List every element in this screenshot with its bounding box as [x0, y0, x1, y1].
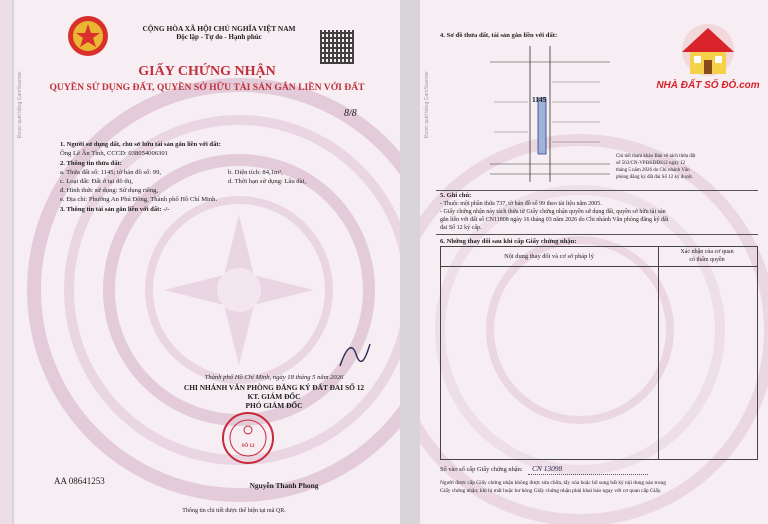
- signature-mark: [336, 340, 376, 370]
- registry-number-label: Số vào sổ cấp Giấy chứng nhận:: [440, 466, 523, 473]
- left-certificate-page: [14, 0, 400, 524]
- note-2-line2: gắn liền với đất số CN11808 ngày 16 tháng 03 năm 2026 do Chi nhánh Văn phòng đăng ký đất: [440, 217, 669, 223]
- note-1: - Thuộc một phần thửa 737, tờ bản đồ số 99 theo tài liệu năm 2005.: [440, 201, 602, 207]
- signer-name: Nguyễn Thanh Phong: [249, 481, 319, 490]
- note-2-line3: đai Số 12 ký cấp.: [440, 225, 482, 231]
- table-header-changes: Nội dung thay đổi và cơ sở pháp lý: [504, 253, 594, 260]
- brand-name: NHÀ ĐẤT SỐ ĐỎ.com: [656, 80, 760, 91]
- house-logo-icon: [652, 20, 764, 78]
- certificate-title: GIẤY CHỨNG NHẬN: [138, 64, 276, 79]
- section2-heading: 2. Thông tin thửa đất:: [60, 160, 122, 167]
- issuing-office: CHI NHÁNH VĂN PHÒNG ĐĂNG KÝ ĐẤT ĐAI SỐ 12: [183, 383, 365, 392]
- usage-form: đ. Hình thức sử dụng: Sử dụng riêng,: [60, 187, 159, 194]
- header-line2: Độc lập - Tự do - Hạnh phúc: [176, 33, 262, 41]
- table-header-confirmation-line1: Xác nhận của cơ quan: [680, 249, 734, 255]
- map-note-line3: tháng 5 năm 2026 do Chi nhánh Văn: [616, 168, 690, 173]
- qr-footer-note: Thông tin chi tiết được thể hiện tại mã QR.: [182, 508, 286, 514]
- map-note-line2: số 563/CN-VPĐKĐĐS12 ngày 12: [616, 161, 686, 166]
- handwritten-note: 8/8: [344, 108, 357, 119]
- plot-number: a. Thửa đất số: 1145; tờ bản đồ số: 99,: [60, 169, 162, 176]
- section1-heading: 1. Người sử dụng đất, chủ sở hữu tài sản gắn liền với đất:: [60, 141, 221, 148]
- usage-term: d. Thời hạn sử dụng: Lâu dài,: [228, 178, 306, 185]
- land-type: c. Loại đất: Đất ở tại đô thị,: [60, 178, 133, 185]
- issue-date: Thành phố Hồ Chí Minh, ngày 18 tháng 5 năm 2026: [204, 374, 344, 381]
- footnote-line1: Người được cấp Giấy chứng nhận không được sửa chữa, tẩy xóa hoặc bổ sung bất kỳ nội dung nào trong: [440, 480, 666, 486]
- certificate-subtitle: QUYỀN SỬ DỤNG ĐẤT, QUYỀN SỞ HỮU TÀI SẢN GẮN LIỀN VỚI ĐẤT: [49, 82, 365, 93]
- scanner-side-text: Được quét bằng CamScanner: [17, 71, 23, 138]
- plot-sketch-map: [490, 42, 620, 192]
- table-column-divider: [658, 246, 659, 460]
- registry-dotted-line: [528, 474, 648, 475]
- plot-address: e. Địa chỉ: Phường An Phú Đông, Thành phố Hồ Chí Minh.: [60, 196, 218, 203]
- brand-watermark: [652, 20, 764, 98]
- plot-area: b. Diện tích: 84,1m²,: [228, 169, 283, 176]
- footnote-line2: Giấy chứng nhận; khi bị mất hoặc hư hỏng Giấy chứng nhận phải khai báo ngay với cơ quan cấp Giấy.: [440, 488, 662, 494]
- table-header-confirmation-line2: có thẩm quyền: [689, 257, 725, 263]
- stamp-label: SỐ 12: [241, 444, 255, 449]
- official-red-stamp: [220, 410, 276, 466]
- table-header-divider: [440, 266, 758, 267]
- deputy-director: PHÓ GIÁM ĐỐC: [245, 401, 303, 410]
- section-divider: [436, 190, 758, 191]
- section-divider-2: [436, 234, 758, 235]
- section5-heading: 5. Ghi chú:: [440, 192, 472, 199]
- header-line1: CỘNG HÒA XÃ HỘI CHỦ NGHĨA VIỆT NAM: [142, 24, 296, 33]
- note-2-line1: - Giấy chứng nhận này tách thửa từ Giấy chứng nhận quyền sử dụng đất, quyền sở hữu tài sản: [440, 209, 666, 215]
- changes-table: [440, 246, 758, 460]
- registry-number-value: CN 13098: [532, 464, 563, 473]
- kt-director: KT. GIÁM ĐỐC: [247, 392, 301, 401]
- previous-page-edge: [0, 0, 12, 524]
- plot-number-label: 1145: [532, 95, 547, 104]
- section6-heading: 6. Những thay đổi sau khi cấp Giấy chứng nhận:: [440, 238, 577, 245]
- qr-code: [320, 30, 354, 64]
- section4-heading: 4. Sơ đồ thửa đất, tài sản gắn liền với đất:: [440, 32, 558, 39]
- scanner-side-text-right: Được quét bằng CamScanner: [424, 71, 430, 138]
- owner-info: Ông Lê Ân Tình, CCCD: 038054006301: [60, 150, 168, 157]
- certificate-serial: AA 08641253: [54, 476, 105, 486]
- map-note-line4: phòng đăng ký đất đai Số 12 ký duyệt.: [616, 175, 694, 180]
- map-note-line1: Chỉ tiết tham khảo Bản vẽ tách thửa đất: [616, 154, 696, 159]
- section3-heading: 3. Thông tin tài sản gắn liền với đất: -/-: [60, 206, 170, 213]
- national-emblem-icon: [66, 14, 110, 58]
